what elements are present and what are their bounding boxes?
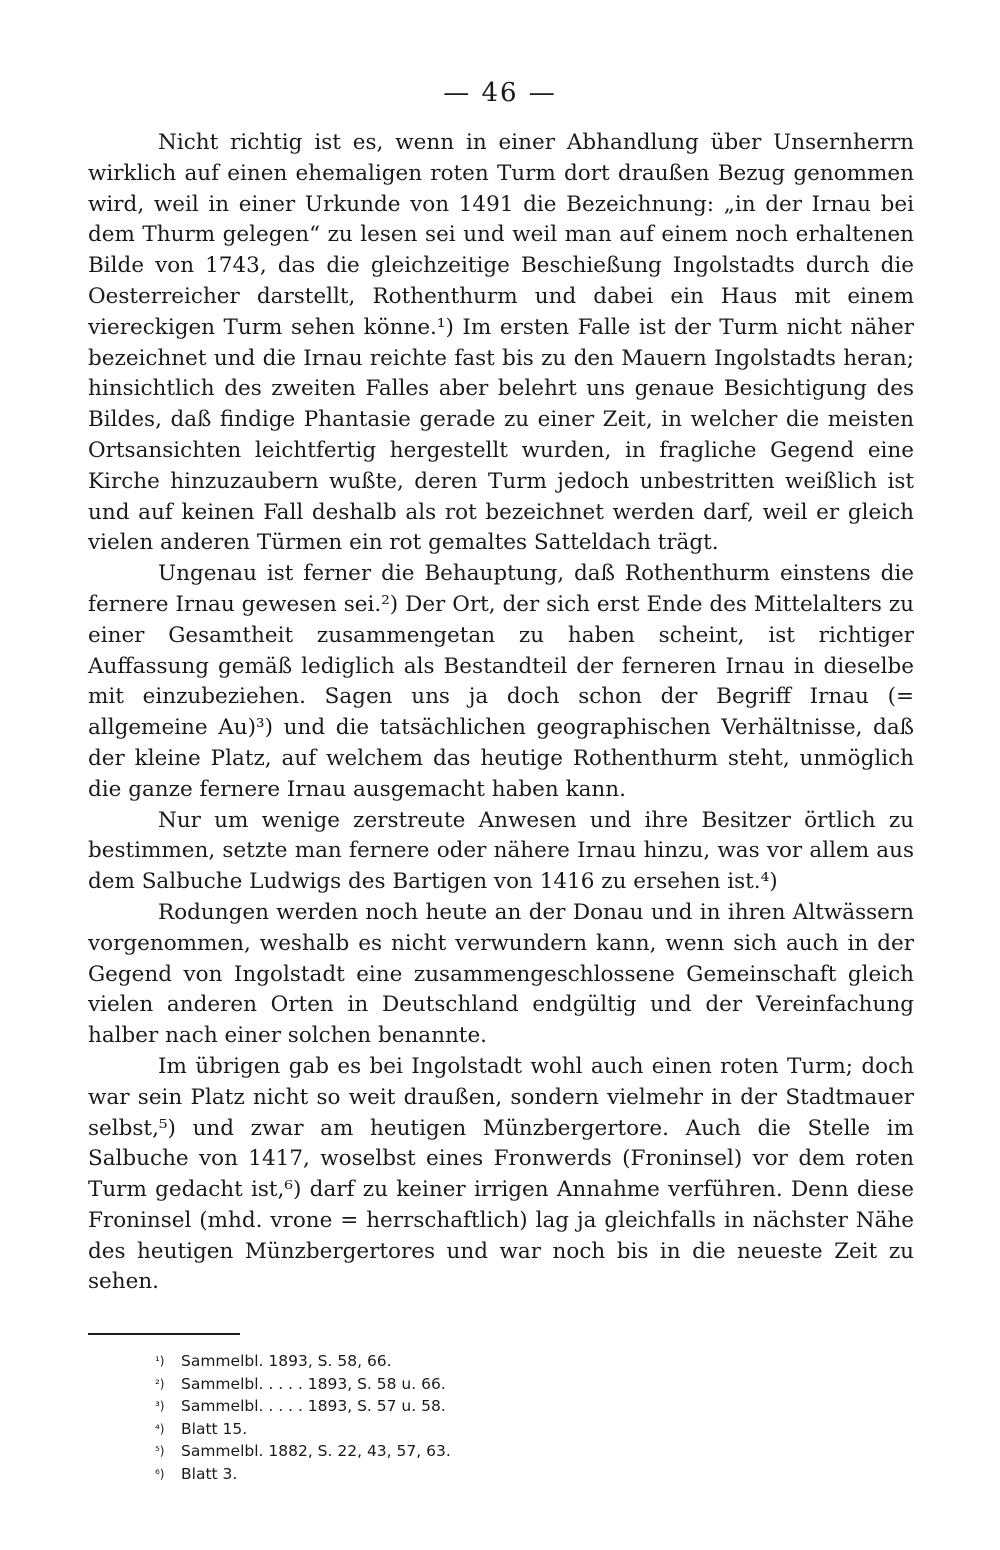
footnote-text: Blatt 3. <box>181 1464 238 1483</box>
footnote-divider <box>88 1333 240 1335</box>
footnote-text: Sammelbl. . . . . 1893, S. 58 u. 66. <box>181 1374 446 1393</box>
paragraph: Rodungen werden noch heute an der Donau und in ihren Altwässern vorgenommen, weshalb es nicht verwundern kann, wenn sich auch in der Gegend von Ingolstadt eine zusammengeschlossene Gemeinschaft gleich vielen anderen Orten in Deutschland endgültig und der Vereinfachung halber nach einer solchen benannte. <box>88 899 914 1049</box>
footnote <box>155 1373 755 1396</box>
footnote-mark: ¹) <box>155 1354 165 1368</box>
footnote <box>155 1463 755 1486</box>
footnote <box>155 1440 755 1463</box>
footnotes <box>155 1350 755 1486</box>
paragraph: Nur um wenige zerstreute Anwesen und ihre Besitzer örtlich zu bestimmen, setzte man fernere oder nähere Irnau hinzu, was vor allem aus dem Salbuche Ludwigs des Bartigen von 1416 zu ersehen ist.⁴) <box>88 807 914 895</box>
footnote-text: Blatt 15. <box>181 1419 248 1438</box>
paragraph: Nicht richtig ist es, wenn in einer Abhandlung über Unsernherrn wirklich auf einen ehemaligen roten Turm dort draußen Bezug genommen wird, weil in einer Urkunde von 1491 die Bezeichnung: „in der Irnau bei dem Thurm gelegen“ zu lesen sei und weil man auf einem noch erhaltenen Bilde von 1743, das die gleichzeitige Beschießung Ingolstadts durch die Oesterreicher darstellt, Rothenthurm und dabei ein Haus mit einem viereckigen Turm sehen könne.¹) Im ersten Falle ist der Turm nicht näher bezeichnet und die Irnau reichte fast bis zu den Mauern Ingolstadts heran; hinsichtlich des zweiten Falles aber belehrt uns genaue Besichtigung des Bildes, daß findige Phantasie gerade zu einer Zeit, in welcher die meisten Ortsansichten leichtfertig hergestellt wurden, in fragliche Gegend eine Kirche hinzuzaubern wußte, deren Turm jedoch unbestritten weißlich ist und auf keinen Fall deshalb als rot bezeichnet werden darf, weil er gleich vielen anderen Türmen ein rot gemaltes Satteldach trägt. <box>88 130 914 556</box>
paragraph: Ungenau ist ferner die Behauptung, daß Rothenthurm einstens die fernere Irnau gewesen sei.²) Der Ort, der sich erst Ende des Mittelalters zu einer Gesamtheit zusammengetan zu haben scheint, ist richtiger Auffassung gemäß lediglich als Bestandteil der ferneren Irnau in dieselbe mit einzubeziehen. Sagen uns ja doch schon der Begriff Irnau (= allgemeine Au)³) und die tatsächlichen geographischen Verhältnisse, daß der kleine Platz, auf welchem das heutige Rothenthurm steht, unmöglich die ganze fernere Irnau ausgemacht haben kann. <box>88 561 914 802</box>
footnote <box>155 1418 755 1441</box>
footnote-mark: ⁴) <box>155 1421 165 1436</box>
footnote-mark: ³) <box>155 1399 165 1414</box>
footnote <box>155 1395 755 1418</box>
footnote-mark: ²) <box>155 1376 165 1391</box>
footnote-mark: ⁵) <box>155 1444 165 1459</box>
footnote-text: Sammelbl. 1893, S. 58, 66. <box>181 1352 392 1370</box>
footnote-text: Sammelbl. . . . . 1893, S. 57 u. 58. <box>181 1397 446 1416</box>
footnote-mark: ⁶) <box>155 1466 165 1481</box>
body-text <box>88 128 914 1298</box>
paragraph: Im übrigen gab es bei Ingolstadt wohl auch einen roten Turm; doch war sein Platz nicht so weit draußen, sondern vielmehr in der Stadtmauer selbst,⁵) und zwar am heutigen Münzbergertore. Auch die Stelle im Salbuche von 1417, woselbst eines Fronwerds (Froninsel) vor dem roten Turm gedacht ist,⁶) darf zu keiner irrigen Annahme verführen. Denn diese Froninsel (mhd. vrone = herrschaftlich) lag ja gleichfalls in nächster Nähe des heutigen Münzbergertores und war noch bis in die neueste Zeit zu sehen. <box>88 1053 914 1295</box>
page-number: — 46 — <box>443 78 557 108</box>
footnote <box>155 1350 755 1373</box>
footnote-text: Sammelbl. 1882, S. 22, 43, 57, 63. <box>181 1442 451 1461</box>
